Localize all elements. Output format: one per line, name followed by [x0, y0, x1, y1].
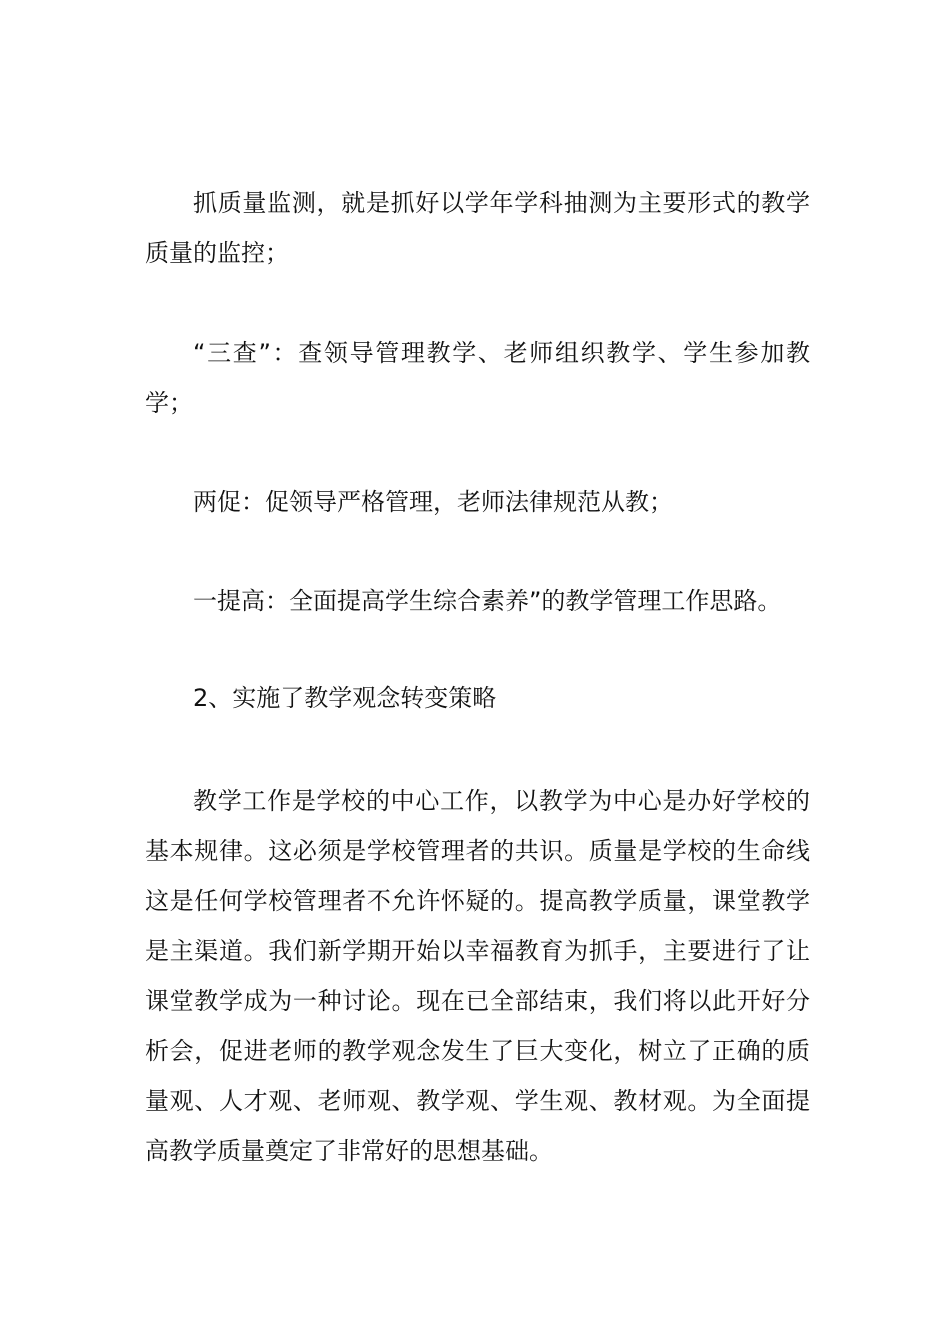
- paragraph-three-checks: “三查”：查领导管理教学、老师组织教学、学生参加教学；: [145, 339, 810, 417]
- paragraph-quality-monitoring: 抓质量监测，就是抓好以学年学科抽测为主要形式的教学质量的监控；: [145, 189, 810, 267]
- paragraph-two-promotions: 两促：促领导严格管理，老师法律规范从教；: [193, 488, 673, 516]
- section-heading: 2、实施了教学观念转变策略: [193, 684, 497, 712]
- paragraph-teaching-concept: 教学工作是学校的中心工作，以教学为中心是办好学校的基本规律。这必须是学校管理者的共识。质量是学校的生命线这是任何学校管理者不允许怀疑的。提高教学质量，课堂教学是主渠道。我们新学期开始以幸福教育为抓手，主要进行了让课堂教学成为一种讨论。现在已全部结束，我们将以此开好分析会，促进老师的教学观念发生了巨大变化，树立了正确的质量观、人才观、老师观、教学观、学生观、教材观。为全面提高教学质量奠定了非常好的思想基础。: [145, 787, 810, 1165]
- paragraph-one-improvement: 一提高：全面提高学生综合素养”的教学管理工作思路。: [193, 587, 782, 615]
